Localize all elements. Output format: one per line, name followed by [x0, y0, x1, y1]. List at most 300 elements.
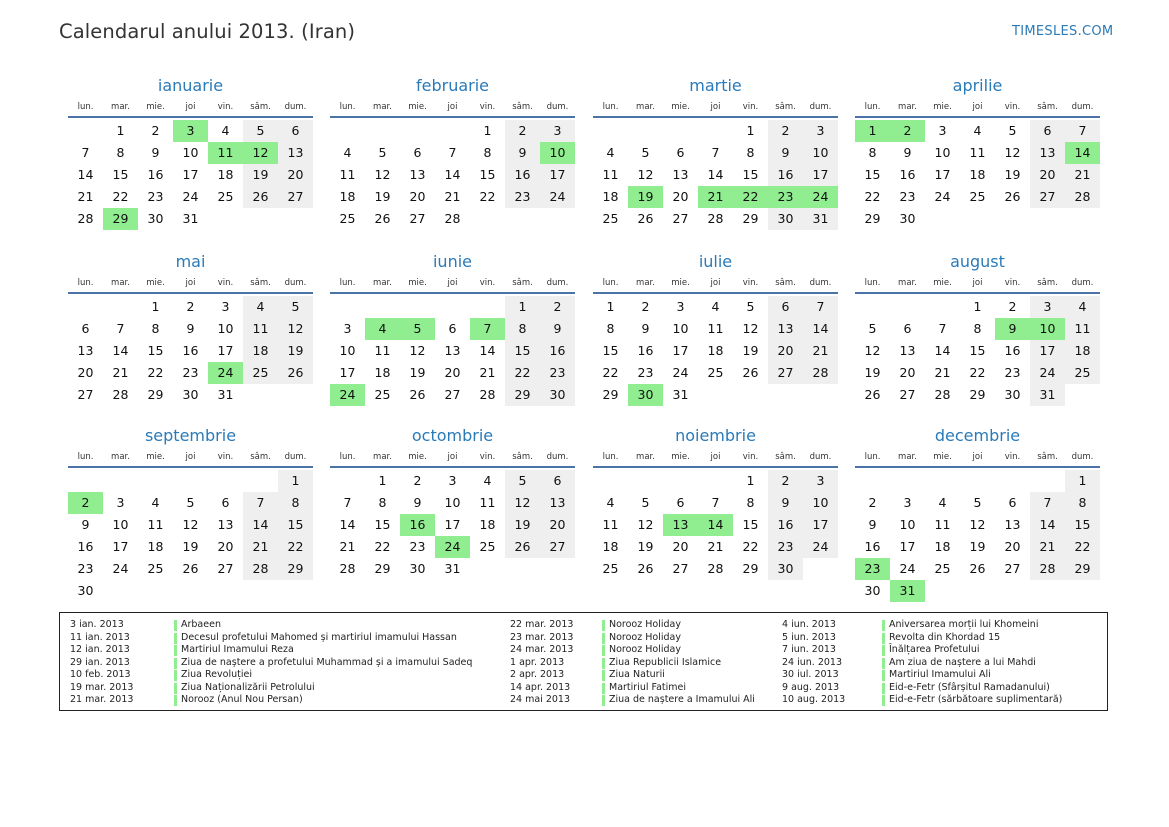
holiday-day-cell: 7 — [470, 318, 505, 340]
weekday-label: joi — [710, 102, 721, 112]
weekend-day-cell: 8 — [1065, 492, 1100, 514]
weekend-day-cell: 17 — [540, 164, 575, 186]
weekday-header — [68, 448, 313, 468]
day-grid — [855, 470, 1100, 602]
day-cell: 4 — [938, 495, 947, 510]
day-cell: 19 — [742, 343, 759, 358]
day-cell: 20 — [899, 365, 916, 380]
holiday-day-cell: 29 — [103, 208, 138, 230]
weekday-label: mar. — [373, 278, 392, 288]
empty-cell — [365, 296, 400, 318]
weekend-day-cell: 10 — [803, 492, 838, 514]
day-cell: 17 — [112, 539, 129, 554]
weekend-day-cell: 12 — [278, 318, 313, 340]
legend-holiday-name: Norooz Holiday — [609, 619, 681, 630]
empty-cell — [400, 120, 435, 142]
weekday-header — [855, 448, 1100, 468]
day-cell: 4 — [973, 123, 982, 138]
legend-row — [782, 669, 1062, 682]
empty-cell — [173, 470, 208, 492]
empty-cell — [68, 120, 103, 142]
day-grid — [855, 296, 1100, 406]
weekend-day-cell: 2 — [540, 296, 575, 318]
weekday-label: joi — [185, 102, 196, 112]
legend-date: 14 apr. 2013 — [510, 681, 571, 693]
weekend-day-cell: 23 — [540, 362, 575, 384]
weekday-label: sâm. — [1037, 452, 1058, 462]
day-cell: 23 — [899, 189, 916, 204]
weekend-day-cell: 14 — [243, 514, 278, 536]
weekend-day-cell: 7 — [1065, 120, 1100, 142]
day-cell: 29 — [742, 561, 759, 576]
holiday-day-cell: 10 — [1030, 318, 1065, 340]
weekday-label: lun. — [339, 278, 356, 288]
weekday-label: mar. — [111, 452, 130, 462]
weekend-day-cell: 6 — [768, 296, 803, 318]
legend-holiday-name: Am ziua de naștere a lui Mahdi — [889, 656, 1036, 668]
empty-cell — [960, 470, 995, 492]
holiday-day-cell: 3 — [173, 120, 208, 142]
day-cell: 5 — [186, 495, 195, 510]
day-cell: 2 — [868, 495, 877, 510]
day-cell: 6 — [413, 145, 422, 160]
weekend-day-cell: 19 — [505, 514, 540, 536]
day-cell: 26 — [969, 561, 986, 576]
day-cell: 23 — [409, 539, 426, 554]
empty-cell — [400, 296, 435, 318]
weekend-day-cell: 27 — [768, 362, 803, 384]
day-cell: 8 — [746, 145, 755, 160]
day-cell: 15 — [969, 343, 986, 358]
legend-date: 24 mai 2013 — [510, 694, 571, 705]
weekend-day-cell: 10 — [803, 142, 838, 164]
day-cell: 10 — [182, 145, 199, 160]
holiday-day-cell: 10 — [540, 142, 575, 164]
legend-holiday-name: Ziua Naturii — [609, 669, 665, 680]
empty-cell — [698, 120, 733, 142]
legend-column — [510, 619, 755, 707]
weekday-label: vin. — [1004, 278, 1021, 288]
day-cell: 4 — [606, 495, 615, 510]
day-cell: 7 — [343, 495, 352, 510]
weekday-label: mar. — [898, 102, 917, 112]
weekend-day-cell: 16 — [505, 164, 540, 186]
holiday-day-cell: 11 — [208, 142, 243, 164]
day-cell: 10 — [934, 145, 951, 160]
weekday-header — [330, 448, 575, 468]
day-cell: 28 — [112, 387, 129, 402]
legend-holiday-name: Ziua de naștere a profetului Muhammad și a imamului Sadeq — [181, 656, 473, 668]
day-cell: 14 — [444, 167, 461, 182]
empty-cell — [68, 470, 103, 492]
day-cell: 20 — [217, 539, 234, 554]
day-cell: 25 — [707, 365, 724, 380]
day-cell: 11 — [602, 517, 619, 532]
weekend-day-cell: 13 — [278, 142, 313, 164]
day-cell: 15 — [864, 167, 881, 182]
day-cell: 6 — [81, 321, 90, 336]
weekend-day-cell: 14 — [803, 318, 838, 340]
legend-row — [70, 632, 472, 645]
weekday-header — [593, 274, 838, 294]
holiday-day-cell: 2 — [68, 492, 103, 514]
weekday-label: vin. — [217, 452, 234, 462]
day-cell: 30 — [77, 583, 94, 598]
day-cell: 6 — [1008, 495, 1017, 510]
weekend-day-cell: 7 — [803, 296, 838, 318]
day-cell: 19 — [969, 539, 986, 554]
legend-holiday-name: Ziua Revoluției — [181, 669, 252, 680]
weekend-day-cell: 2 — [768, 470, 803, 492]
day-cell: 26 — [182, 561, 199, 576]
empty-cell — [365, 120, 400, 142]
weekday-label: dum. — [809, 278, 832, 288]
day-cell: 8 — [116, 145, 125, 160]
brand-link[interactable]: TIMESLES.COM — [1012, 24, 1114, 39]
weekend-day-cell: 5 — [278, 296, 313, 318]
weekday-label: sâm. — [775, 102, 796, 112]
day-cell: 25 — [934, 561, 951, 576]
weekday-header — [593, 448, 838, 468]
month-noiembrie — [593, 426, 838, 580]
weekend-day-cell: 28 — [243, 558, 278, 580]
legend-date: 9 aug. 2013 — [782, 681, 840, 693]
weekend-day-cell: 23 — [768, 536, 803, 558]
weekend-day-cell: 30 — [768, 208, 803, 230]
weekend-day-cell: 8 — [278, 492, 313, 514]
day-cell: 27 — [409, 211, 426, 226]
day-cell: 2 — [413, 473, 422, 488]
legend-holiday-name: Norooz Holiday — [609, 644, 681, 655]
weekend-day-cell: 21 — [1065, 164, 1100, 186]
day-cell: 2 — [1008, 299, 1017, 314]
legend-holiday-name: Aniversarea morții lui Khomeini — [889, 619, 1039, 630]
weekday-label: sâm. — [250, 102, 271, 112]
month-name: iunie — [432, 252, 472, 271]
legend-row — [782, 682, 1062, 695]
weekend-day-cell: 27 — [278, 186, 313, 208]
weekday-label: lun. — [339, 102, 356, 112]
empty-cell — [925, 470, 960, 492]
day-cell: 1 — [483, 123, 492, 138]
day-cell: 13 — [77, 343, 94, 358]
weekend-day-cell: 6 — [1030, 120, 1065, 142]
day-cell: 11 — [602, 167, 619, 182]
day-cell: 5 — [641, 145, 650, 160]
empty-cell — [330, 470, 365, 492]
weekday-label: sâm. — [1037, 278, 1058, 288]
weekday-label: dum. — [809, 102, 832, 112]
day-cell: 22 — [602, 365, 619, 380]
day-cell: 22 — [479, 189, 496, 204]
weekday-label: sâm. — [775, 278, 796, 288]
day-cell: 13 — [217, 517, 234, 532]
day-cell: 4 — [711, 299, 720, 314]
legend-date: 5 iun. 2013 — [782, 631, 836, 643]
holiday-day-cell: 1 — [855, 120, 890, 142]
day-cell: 18 — [339, 189, 356, 204]
weekday-label: sâm. — [250, 452, 271, 462]
day-cell: 22 — [147, 365, 164, 380]
empty-cell — [208, 470, 243, 492]
day-cell: 2 — [151, 123, 160, 138]
weekday-label: dum. — [546, 278, 569, 288]
weekday-label: mar. — [111, 278, 130, 288]
weekend-day-cell: 22 — [1065, 536, 1100, 558]
day-cell: 27 — [672, 561, 689, 576]
day-cell: 19 — [409, 365, 426, 380]
holiday-day-cell: 16 — [400, 514, 435, 536]
legend-row — [510, 682, 755, 695]
day-cell: 26 — [637, 561, 654, 576]
weekend-day-cell: 30 — [540, 384, 575, 406]
day-cell: 11 — [969, 145, 986, 160]
month-name: august — [950, 252, 1005, 271]
empty-cell — [103, 470, 138, 492]
legend-row — [70, 619, 472, 632]
legend-holiday-name: Eid-e-Fetr (sărbătoare suplimentară) — [889, 694, 1063, 705]
month-iunie — [330, 252, 575, 406]
holiday-day-cell: 13 — [663, 514, 698, 536]
weekday-label: joi — [972, 278, 983, 288]
holiday-day-cell: 9 — [995, 318, 1030, 340]
weekend-day-cell: 29 — [505, 384, 540, 406]
weekday-label: lun. — [602, 278, 619, 288]
weekend-day-cell: 17 — [803, 514, 838, 536]
day-cell: 18 — [707, 343, 724, 358]
day-grid — [593, 470, 838, 580]
day-cell: 12 — [1004, 145, 1021, 160]
day-cell: 20 — [672, 539, 689, 554]
weekday-label: dum. — [1071, 452, 1094, 462]
weekend-day-cell: 3 — [803, 470, 838, 492]
weekday-label: lun. — [77, 278, 94, 288]
day-cell: 17 — [217, 343, 234, 358]
day-cell: 3 — [903, 495, 912, 510]
day-cell: 7 — [711, 145, 720, 160]
holiday-day-cell: 24 — [330, 384, 365, 406]
weekend-day-cell: 20 — [768, 340, 803, 362]
day-cell: 15 — [147, 343, 164, 358]
weekday-label: lun. — [864, 452, 881, 462]
weekday-label: mar. — [636, 452, 655, 462]
legend-date: 21 mar. 2013 — [70, 694, 134, 705]
day-grid — [593, 296, 838, 406]
weekday-label: mie. — [146, 278, 165, 288]
holiday-day-cell: 23 — [768, 186, 803, 208]
day-cell: 6 — [221, 495, 230, 510]
day-cell: 17 — [934, 167, 951, 182]
day-cell: 26 — [637, 211, 654, 226]
legend-date: 24 mar. 2013 — [510, 644, 574, 655]
month-name: mai — [175, 252, 206, 271]
day-cell: 30 — [182, 387, 199, 402]
day-cell: 14 — [339, 517, 356, 532]
day-cell: 17 — [339, 365, 356, 380]
day-cell: 7 — [711, 495, 720, 510]
weekday-label: lun. — [77, 102, 94, 112]
day-cell: 3 — [343, 321, 352, 336]
legend-date: 12 ian. 2013 — [70, 644, 130, 655]
legend-row — [70, 644, 472, 657]
weekend-day-cell: 5 — [243, 120, 278, 142]
weekday-header — [855, 274, 1100, 294]
day-cell: 16 — [77, 539, 94, 554]
holiday-day-cell: 22 — [733, 186, 768, 208]
weekend-day-cell: 16 — [768, 164, 803, 186]
legend-row — [782, 657, 1062, 670]
day-cell: 18 — [479, 517, 496, 532]
weekend-day-cell: 18 — [1065, 340, 1100, 362]
day-cell: 29 — [374, 561, 391, 576]
day-cell: 9 — [413, 495, 422, 510]
weekend-day-cell: 24 — [1030, 362, 1065, 384]
weekday-label: lun. — [77, 452, 94, 462]
weekday-label: joi — [710, 278, 721, 288]
weekday-label: vin. — [479, 452, 496, 462]
day-cell: 31 — [217, 387, 234, 402]
weekend-day-cell: 9 — [540, 318, 575, 340]
weekend-day-cell: 20 — [278, 164, 313, 186]
empty-cell — [103, 296, 138, 318]
day-cell: 26 — [409, 387, 426, 402]
day-cell: 26 — [742, 365, 759, 380]
empty-cell — [628, 120, 663, 142]
day-cell: 1 — [378, 473, 387, 488]
day-cell: 13 — [409, 167, 426, 182]
day-cell: 1 — [746, 123, 755, 138]
weekday-label: lun. — [339, 452, 356, 462]
weekend-day-cell: 20 — [1030, 164, 1065, 186]
empty-cell — [593, 120, 628, 142]
legend-date: 2 apr. 2013 — [510, 669, 565, 680]
day-cell: 25 — [339, 211, 356, 226]
day-cell: 28 — [707, 561, 724, 576]
weekend-day-cell: 17 — [1030, 340, 1065, 362]
day-cell: 4 — [483, 473, 492, 488]
weekday-label: sâm. — [1037, 102, 1058, 112]
weekend-day-cell: 11 — [1065, 318, 1100, 340]
empty-cell — [138, 470, 173, 492]
day-cell: 24 — [934, 189, 951, 204]
day-cell: 4 — [606, 145, 615, 160]
day-cell: 1 — [606, 299, 615, 314]
empty-cell — [925, 296, 960, 318]
day-cell: 1 — [746, 473, 755, 488]
legend-date: 22 mar. 2013 — [510, 619, 574, 630]
weekday-label: dum. — [1071, 278, 1094, 288]
day-cell: 20 — [1004, 539, 1021, 554]
day-cell: 14 — [479, 343, 496, 358]
month-aprilie — [855, 76, 1100, 230]
month-name: noiembrie — [675, 426, 756, 445]
day-cell: 15 — [602, 343, 619, 358]
legend-date: 1 apr. 2013 — [510, 656, 565, 668]
month-iulie — [593, 252, 838, 406]
weekend-day-cell: 28 — [1030, 558, 1065, 580]
legend-holiday-name: Decesul profetului Mahomed și martiriul imamului Hassan — [181, 631, 457, 643]
legend-date: 11 ian. 2013 — [70, 631, 130, 643]
day-cell: 16 — [182, 343, 199, 358]
day-cell: 9 — [81, 517, 90, 532]
day-cell: 20 — [409, 189, 426, 204]
legend-row — [782, 619, 1062, 632]
day-cell: 18 — [147, 539, 164, 554]
day-cell: 22 — [112, 189, 129, 204]
empty-cell — [470, 296, 505, 318]
day-grid — [68, 120, 313, 230]
day-cell: 11 — [339, 167, 356, 182]
day-cell: 16 — [864, 539, 881, 554]
day-cell: 20 — [77, 365, 94, 380]
weekday-label: lun. — [864, 102, 881, 112]
weekend-day-cell: 21 — [803, 340, 838, 362]
weekend-day-cell: 6 — [278, 120, 313, 142]
legend-row — [782, 644, 1062, 657]
day-cell: 25 — [217, 189, 234, 204]
day-grid — [330, 470, 575, 580]
day-cell: 12 — [374, 167, 391, 182]
day-cell: 18 — [969, 167, 986, 182]
empty-cell — [698, 470, 733, 492]
legend-row — [70, 694, 472, 707]
day-cell: 28 — [444, 211, 461, 226]
day-cell: 13 — [444, 343, 461, 358]
day-cell: 6 — [903, 321, 912, 336]
weekend-day-cell: 17 — [803, 164, 838, 186]
weekend-day-cell: 30 — [768, 558, 803, 580]
day-cell: 3 — [116, 495, 125, 510]
day-cell: 30 — [864, 583, 881, 598]
day-cell: 21 — [707, 539, 724, 554]
day-cell: 31 — [672, 387, 689, 402]
day-cell: 29 — [864, 211, 881, 226]
day-cell: 26 — [1004, 189, 1021, 204]
day-cell: 5 — [746, 299, 755, 314]
weekend-day-cell: 23 — [505, 186, 540, 208]
legend-holiday-name: Norooz (Anul Nou Persan) — [181, 694, 303, 705]
day-cell: 9 — [868, 517, 877, 532]
holiday-day-cell: 14 — [1065, 142, 1100, 164]
day-cell: 12 — [182, 517, 199, 532]
day-cell: 7 — [938, 321, 947, 336]
weekend-day-cell: 15 — [505, 340, 540, 362]
day-cell: 20 — [672, 189, 689, 204]
day-cell: 23 — [147, 189, 164, 204]
day-grid — [855, 120, 1100, 230]
weekend-day-cell: 29 — [1065, 558, 1100, 580]
holiday-day-cell: 21 — [698, 186, 733, 208]
month-name: decembrie — [934, 426, 1021, 445]
day-cell: 28 — [707, 211, 724, 226]
day-cell: 29 — [602, 387, 619, 402]
day-cell: 4 — [151, 495, 160, 510]
day-cell: 10 — [899, 517, 916, 532]
day-cell: 24 — [182, 189, 199, 204]
legend-date: 10 aug. 2013 — [782, 694, 846, 705]
day-cell: 22 — [374, 539, 391, 554]
day-cell: 9 — [186, 321, 195, 336]
legend-row — [510, 669, 755, 682]
weekend-day-cell: 25 — [1065, 362, 1100, 384]
weekday-label: dum. — [546, 452, 569, 462]
weekend-day-cell: 3 — [540, 120, 575, 142]
weekday-header — [593, 98, 838, 118]
day-cell: 21 — [77, 189, 94, 204]
empty-cell — [890, 296, 925, 318]
weekday-label: dum. — [284, 278, 307, 288]
day-cell: 27 — [899, 387, 916, 402]
